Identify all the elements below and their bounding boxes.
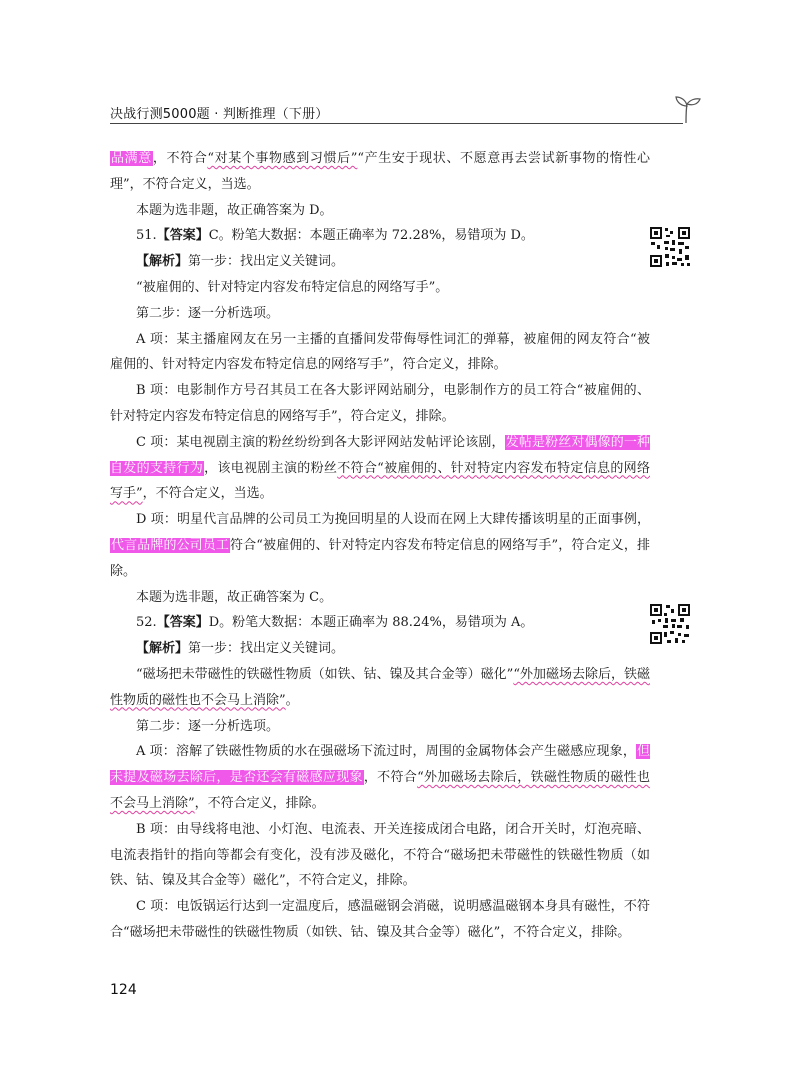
qr-code-icon — [649, 226, 691, 268]
text-run: ，不符合定义，排除。 — [194, 795, 325, 811]
paragraph — [110, 249, 650, 275]
wavy-underlined-text: “外加磁场去除后，铁磁性物质的磁性也不会马上消除” — [110, 666, 650, 708]
paragraph: C 项：电饭锅运行达到一定温度后，感温磁钢会消磁，说明感温磁钢本身具有磁性，不符合“磁场把未带磁性的铁磁性物质（如铁、钴、镍及其合金等）磁化”，不符合定义，排除。 — [110, 899, 650, 940]
question-number: 52. — [136, 615, 157, 631]
text-run: ，不符合定义，当选。 — [142, 486, 273, 502]
text-run: D 项：明星代言品牌的公司员工为挽回明星的人设而在网上大肆传播该明星的正面事例， — [136, 512, 650, 528]
text-run: “磁场把未带磁性的铁磁性物质（如铁、钴、镍及其合金等）磁化” — [136, 666, 514, 682]
analysis-label: 【解析】 — [136, 641, 189, 657]
answer-line-52 — [110, 610, 650, 636]
paragraph — [110, 146, 650, 198]
paragraph: B 项：由导线将电池、小灯泡、电流表、开关连接成闭合电路，闭合开关时，灯泡亮暗、电流表指针的指向等都会有变化，没有涉及磁化，不符合“磁场把未带磁性的铁磁性物质（如铁、钴、镍及其合金等）磁化”，不符合定义，排除。 — [110, 821, 650, 889]
highlighted-text: 代言品牌的公司员工 — [111, 537, 230, 553]
text-run: C 项：某电视剧主演的粉丝纷纷到各大影评网站发帖评论该剧， — [136, 434, 505, 450]
paragraph: 本题为选非题，故正确答案为 D。 — [136, 202, 333, 218]
paragraph: “被雇佣的、针对特定内容发布特定信息的网络写手”。 — [136, 279, 449, 295]
header-rule — [110, 123, 683, 124]
text-run: 第一步：找出定义关键词。 — [188, 641, 345, 657]
qr-code-icon — [649, 603, 691, 645]
text-run: ，不符合 — [363, 770, 418, 786]
paragraph: 第二步：逐一分析选项。 — [136, 305, 280, 321]
highlighted-text: 品满意 — [111, 151, 152, 166]
text-run: ，不符合定义，当选。 — [129, 176, 260, 192]
highlighted-text: 但未提及磁场去除后，是否还会有磁感应现象 — [110, 744, 650, 786]
highlighted-text: 发帖是粉丝对偶像的一种自发的支持行为 — [110, 434, 650, 476]
paragraph — [110, 739, 650, 816]
paragraph: 第二步：逐一分析选项。 — [136, 718, 280, 734]
sprout-icon — [672, 92, 702, 126]
paragraph — [110, 662, 650, 714]
wavy-underlined-text: 不符合“被雇佣的、针对特定内容发布特定信息的网络写手” — [110, 460, 650, 502]
paragraph — [110, 636, 650, 662]
paragraph: B 项：电影制作方号召其员工在各大影评网站刷分，电影制作方的员工符合“被雇佣的、针对特定内容发布特定信息的网络写手”，符合定义，排除。 — [110, 383, 650, 424]
text-run: ，该电视剧主演的粉丝 — [204, 460, 338, 476]
text-run: D。粉笔大数据：本题正确率为 88.24%，易错项为 A。 — [208, 615, 534, 631]
text-run: A 项：溶解了铁磁性物质的水在强磁场下流过时，周围的金属物体会产生磁感应现象， — [136, 744, 636, 760]
text-run: 第一步：找出定义关键词。 — [188, 254, 345, 270]
wavy-underlined-text: “对某个事物感到习惯后” — [207, 151, 358, 166]
answer-line-51 — [110, 223, 650, 249]
page-number: 124 — [110, 982, 137, 998]
text-run: 符合“被雇佣的、针对特定内容发布特定信息的网络写手”，符合定义，排除。 — [110, 537, 650, 579]
answer-label: 【答案】 — [156, 228, 209, 244]
paragraph: A 项：某主播雇网友在另一主播的直播间发带侮辱性词汇的弹幕，被雇佣的网友符合“被雇佣的、针对特定内容发布特定信息的网络写手”，符合定义，排除。 — [110, 331, 650, 373]
text-run: C。粉笔大数据：本题正确率为 72.28%，易错项为 D。 — [208, 228, 534, 244]
text-run: 。 — [285, 692, 299, 708]
text-run: ，不符合 — [152, 151, 208, 166]
analysis-label: 【解析】 — [136, 254, 189, 270]
wavy-underlined-text: “外加磁场去除后，铁磁性物质的磁性也不会马上消除” — [110, 770, 650, 811]
answer-explanation-body — [110, 146, 650, 946]
answer-label: 【答案】 — [156, 615, 209, 631]
paragraph: 本题为选非题，故正确答案为 C。 — [136, 589, 333, 605]
paragraph — [110, 507, 650, 584]
running-header: 决战行测5000题 · 判断推理（下册） — [110, 107, 329, 122]
paragraph — [110, 430, 650, 507]
question-number: 51. — [136, 228, 157, 244]
text-run: “产生安于现状、不愿意再去尝试新事物的惰性心理” — [110, 151, 650, 192]
